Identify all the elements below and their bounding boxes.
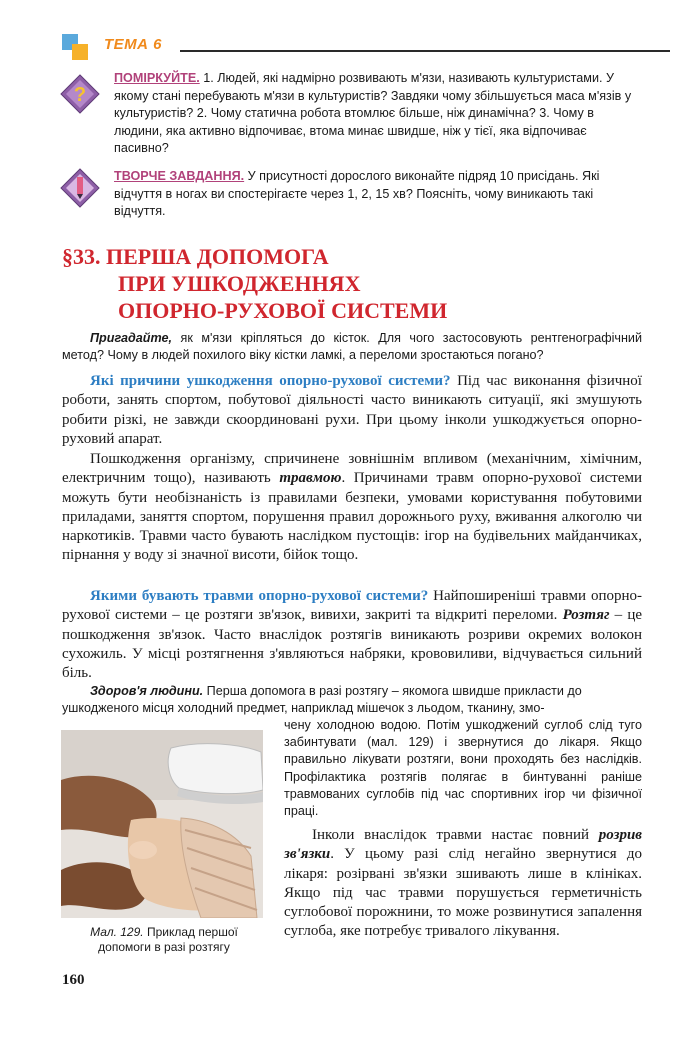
health-rest: чену холодною водою. Потім ушкоджений суглоб слід туго забинтувати (мал. 129) і звернутися до лікаря. Якщо правильно лікувати розтяги, вони проходять без наслідків. Профілактика розтягів полягає в бинтуванні раніше травмованих суглобів під час спортивних ігор чи фізичної праці.	[284, 718, 642, 819]
question-causes: Які причини ушкодження опорно-рухової системи?	[90, 373, 451, 389]
think-task-label: ПОМІРКУЙТЕ.	[114, 71, 200, 85]
paragraph-trauma-before: Пошкодження організму, спричинене зовнішнім впливом (механічним, хімічним, електричним тощо), називають	[62, 451, 642, 487]
health-line2: ушкодженого місця холодний предмет, наприклад мішечок з льодом, тканину, змо-	[62, 701, 545, 715]
term-sprain: Розтяг	[562, 607, 610, 624]
figure-photo	[61, 730, 263, 918]
creative-task	[114, 168, 644, 221]
question-types: Якими бувають травми опорно-рухової системи?	[90, 588, 429, 604]
section-title	[62, 243, 662, 324]
section-title-line3: ОПОРНО-РУХОВОЇ СИСТЕМИ	[118, 298, 448, 323]
recall-text: як м'язи кріпляться до кісток. Для чого застосовують рентгенографічний метод? Чому в людей похилого віку кістки ламкі, а переломи зростаються погано?	[62, 331, 642, 363]
creative-task-text: У присутності дорослого виконайте підряд 10 присідань. Які відчуття в ногах ви спостерігаєте через 1, 2, 15 хв? Поясніть, чому виникають такі відчуття.	[114, 169, 600, 218]
term-trauma: травмою	[279, 470, 342, 487]
think-task	[114, 70, 644, 158]
think-task-text: 1. Людей, які надмірно розвивають м'язи, називають культуристами. У якому стані перебувають м'язи в культуристів? Завдяки чому збільшується маса м'язів у культуристів? 2. Чому статична робота втомлює більше, ніж динамічна? 3. Чому в людини, яка активно відпочиває, втома минає швидше, ніж у тієї, яка відпочиває пасивно?	[114, 71, 632, 155]
header-rule	[180, 50, 670, 52]
paragraph-rupture	[284, 826, 642, 942]
figure-caption-text: Приклад першої допомоги в разі розтягу	[98, 925, 238, 954]
paragraph-causes	[62, 372, 642, 449]
section-title-line2: ПРИ УШКОДЖЕННЯХ	[118, 271, 361, 296]
section-title-line1: §33. ПЕРША ДОПОМОГА	[62, 244, 329, 269]
question-diamond-icon	[60, 74, 100, 119]
topic-title: ТЕМА 6	[104, 36, 163, 53]
paragraph-trauma	[62, 450, 642, 566]
figure-caption	[72, 925, 256, 955]
health-line1	[62, 683, 642, 700]
paragraph-rupture-after: . У цьому разі слід негайно звернутися до лікаря: розірвані зв'язки зшивають лише в клініках. Якщо під час травми порушується герметичність суглобової порожнини, то може розвинутися запалення суглоба, яке потребує тривалого лікування.	[284, 846, 642, 940]
svg-text:?: ?	[73, 84, 87, 106]
figure-caption-label: Мал. 129.	[90, 925, 144, 939]
paragraph-rupture-before: Інколи внаслідок травми настає повний	[312, 827, 599, 843]
header-square-orange	[72, 44, 88, 60]
health-label: Здоров'я людини.	[90, 684, 204, 698]
recall-paragraph	[62, 330, 642, 364]
health-line1-text: Перша допомога в разі розтягу – якомога швидше прикласти до	[203, 684, 582, 698]
pencil-diamond-icon	[60, 168, 100, 213]
page-number: 160	[62, 972, 85, 988]
creative-task-label: ТВОРЧЕ ЗАВДАННЯ.	[114, 169, 245, 183]
paragraph-types	[62, 587, 642, 683]
recall-label: Пригадайте,	[90, 331, 173, 345]
paragraph-causes-text: Під час виконання фізичної роботи, занять спортом, побутової діяльності часто виникають ситуації, які змушують робити різкі, не завжди скоординовані рухи. При цьому інколи ушкоджується опорно-руховий апарат.	[62, 373, 642, 447]
paragraph-types-before: Найпоширеніші травми опорно-рухової системи – це розтяги зв'язок, вивихи, закриті та відкриті переломи.	[62, 588, 642, 624]
paragraph-trauma-after: . Причинами травм опорно-рухової системи можуть бути необізнаність із правилами безпеки, умовами користування побутовими приладами, заняття спортом, порушення правил дорожнього руху, вживання алкоголю чи наркотиків. Травми часто бувають наслідком пустощів: ігор на будівельних майданчиках, пірнання у воду зі значної висоти, бійок тощо.	[62, 470, 642, 564]
paragraph-types-after: – це пошкодження зв'язок. Часто внаслідок розтягів виникають розриви окремих волокон сухожиль. У місці розтягнення з'являються набряки, крововиливи, відчувається сильний біль.	[62, 607, 643, 682]
term-rupture: розрив зв'язки	[284, 827, 642, 863]
